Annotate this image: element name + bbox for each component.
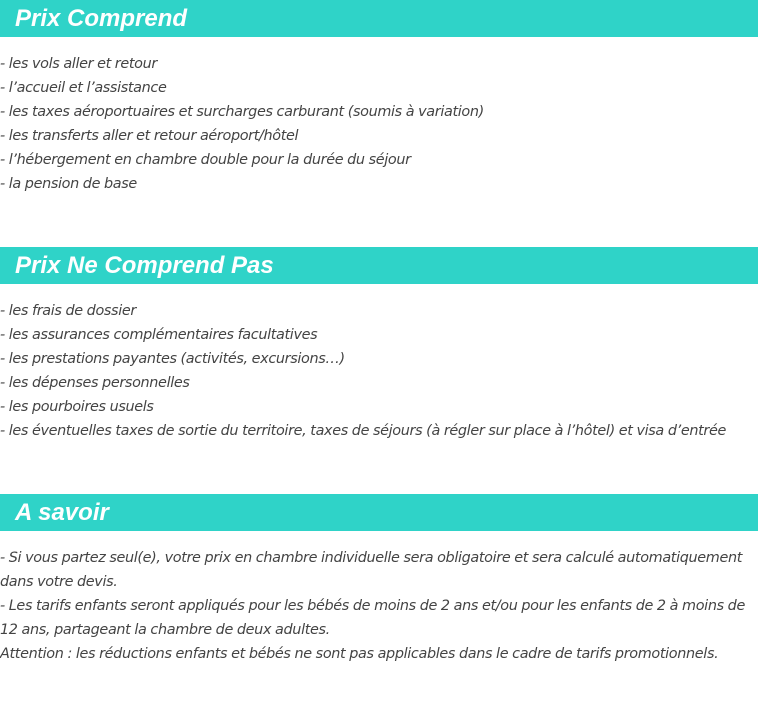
list-item: - la pension de base [0, 176, 137, 192]
price-includes-heading: Prix Comprend [0, 0, 758, 37]
good-to-know-heading: A savoir [0, 494, 758, 531]
list-item: - les vols aller et retour [0, 56, 157, 72]
list-item: - l’accueil et l’assistance [0, 80, 167, 96]
price-excludes-list [0, 299, 758, 443]
price-excludes-section [0, 247, 758, 443]
info-paragraph: - Les tarifs enfants seront appliqués pour les bébés de moins de 2 ans et/ou pour les enfants de 2 à moins de 12 ans, partageant la chambre de deux adultes. [0, 598, 745, 638]
list-item: - l’hébergement en chambre double pour la durée du séjour [0, 152, 411, 168]
list-item: - les éventuelles taxes de sortie du territoire, taxes de séjours (à régler sur place à l’hôtel) et visa d’entrée [0, 423, 726, 439]
price-excludes-heading: Prix Ne Comprend Pas [0, 247, 758, 284]
list-item: - les transferts aller et retour aéroport/hôtel [0, 128, 299, 144]
list-item: - les taxes aéroportuaires et surcharges carburant (soumis à variation) [0, 104, 484, 120]
list-item: - les assurances complémentaires facultatives [0, 327, 318, 343]
price-includes-list [0, 52, 758, 196]
list-item: - les dépenses personnelles [0, 375, 190, 391]
list-item: - les prestations payantes (activités, excursions…) [0, 351, 345, 367]
price-includes-section [0, 0, 758, 196]
info-paragraph: - Si vous partez seul(e), votre prix en chambre individuelle sera obligatoire et sera calculé automatiquement dans votre devis. [0, 550, 743, 590]
good-to-know-section [0, 494, 758, 666]
good-to-know-text [0, 546, 758, 666]
list-item: - les frais de dossier [0, 303, 136, 319]
list-item: - les pourboires usuels [0, 399, 154, 415]
info-paragraph: Attention : les réductions enfants et bébés ne sont pas applicables dans le cadre de tarifs promotionnels. [0, 646, 719, 662]
